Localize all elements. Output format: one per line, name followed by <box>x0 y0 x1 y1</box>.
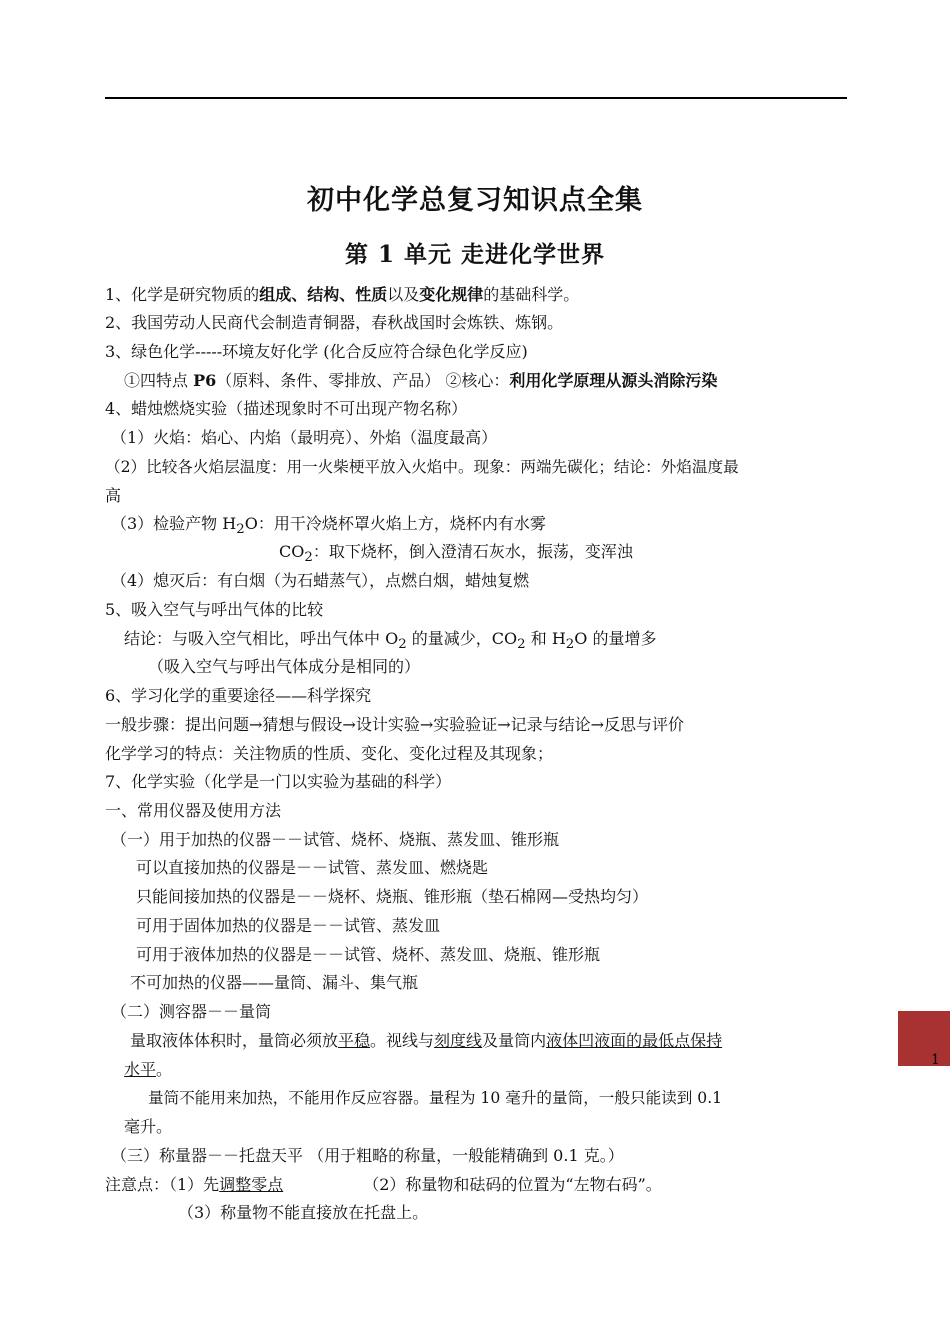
line-2: 2、我国劳动人民商代会制造青铜器，春秋战国时会炼铁、炼钢。 <box>105 313 564 332</box>
line-28: 量筒不能用来加热，不能用作反应容器。量程为 10 毫升的量筒，一般只能读到 0.1 <box>148 1089 723 1107</box>
line-21: 只能间接加热的仪器是－－烧杯、烧瓶、锥形瓶（垫石棉网—受热均匀） <box>136 887 649 906</box>
line-3: 3、绿色化学-----环境友好化学 (化合反应符合绿色化学反应) <box>105 342 528 361</box>
line-7-cont: 高 <box>105 486 122 505</box>
line-30: （三）称量器－－托盘天平 （用于粗略的称量，一般能精确到 0.1 克。） <box>111 1146 624 1165</box>
line-17: 7、化学实验（化学是一门以实验为基础的科学） <box>105 772 452 791</box>
line-24: 不可加热的仪器——量筒、漏斗、集气瓶 <box>130 973 419 992</box>
line-19: （一）用于加热的仪器－－试管、烧杯、烧瓶、蒸发皿、锥形瓶 <box>111 830 560 849</box>
line-29: 毫升。 <box>124 1117 173 1136</box>
page-number-tab <box>898 1011 950 1069</box>
line-9: $CO_2$：取下烧杯，倒入澄清石灰水，振荡，变浑浊 <box>279 542 633 566</box>
line-8: （3）检验产物 $H_2O$：用干冷烧杯罩火焰上方，烧杯内有水雾 <box>111 514 546 538</box>
line-20: 可以直接加热的仪器是－－试管、蒸发皿、燃烧匙 <box>136 858 489 877</box>
line-22: 可用于固体加热的仪器是－－试管、蒸发皿 <box>136 916 441 935</box>
line-5: 4、蜡烛燃烧实验（描述现象时不可出现产物名称） <box>105 399 468 418</box>
line-11: 5、吸入空气与呼出气体的比较 <box>105 600 324 619</box>
line-14: 6、学习化学的重要途径——科学探究 <box>105 686 372 705</box>
line-15: 一般步骤：提出问题→猜想与假设→设计实验→实验验证→记录与结论→反思与评价 <box>105 715 685 734</box>
line-1: 1、化学是研究物质的组成、结构、性质以及变化规律的基础科学。 <box>105 285 580 304</box>
line-12: 结论：与吸入空气相比，呼出气体中 $O_2$ 的量减少，$CO_2$ 和 $H_2O$ 的量增多 <box>124 629 657 653</box>
line-18: 一、常用仪器及使用方法 <box>105 801 282 820</box>
line-16: 化学学习的特点：关注物质的性质、变化、变化过程及其现象； <box>105 744 554 763</box>
line-26: 量取液体体积时，量筒必须放平稳。视线与刻度线及量筒内液体凹液面的最低点保持 <box>130 1031 723 1050</box>
line-31: 注意点：（1）先调整零点 （2）称量物和砝码的位置为“左物右码”。 <box>105 1175 662 1194</box>
line-32: （3）称量物不能直接放在托盘上。 <box>178 1203 429 1222</box>
unit-title: 第 1 单元 走进化学世界 <box>344 241 606 268</box>
line-10: （4）熄灭后：有白烟（为石蜡蒸气），点燃白烟，蜡烛复燃 <box>111 571 530 590</box>
line-25: （二）测容器－－量筒 <box>111 1002 272 1021</box>
line-26-cont: 水平。 <box>124 1060 173 1079</box>
page-number-rule <box>898 1066 950 1069</box>
page-title: 初中化学总复习知识点全集 <box>307 185 643 216</box>
header-rule <box>105 97 847 99</box>
line-4: ①四特点 P6（原料、条件、零排放、产品） ②核心：利用化学原理从源头消除污染 <box>124 371 718 390</box>
line-7: （2）比较各火焰层温度：用一火柴梗平放入火焰中。现象：两端先碳化；结论：外焰温度最 <box>105 458 739 476</box>
line-6: （1）火焰：焰心、内焰（最明亮）、外焰（温度最高） <box>111 428 498 447</box>
line-23: 可用于液体加热的仪器是－－试管、烧杯、蒸发皿、烧瓶、锥形瓶 <box>136 945 601 964</box>
page-number: 1 <box>931 1052 940 1068</box>
line-13: （吸入空气与呼出气体成分是相同的） <box>148 657 421 676</box>
